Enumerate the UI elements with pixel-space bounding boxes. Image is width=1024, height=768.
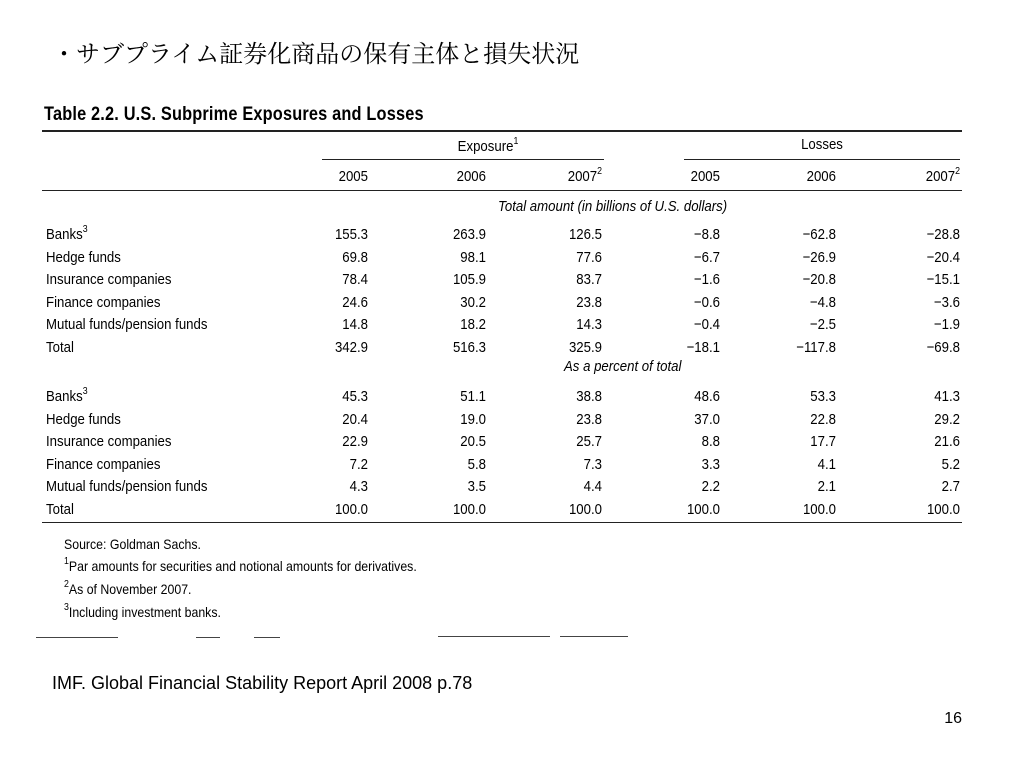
table-cell: 14.8 [342,316,368,334]
table-cell: 20.5 [460,433,486,451]
table-cell: 53.3 [810,388,836,405]
slide-title: ・サブプライム証券化商品の保有主体と損失状況 [52,40,580,68]
table-cell: 4.1 [817,455,836,473]
table-cell: 3.5 [467,478,486,496]
losses-group-header: Losses [801,136,843,153]
table-cell: 48.6 [694,388,720,405]
table-cell: 5.2 [941,455,960,473]
footnote: Source: Goldman Sachs. [64,536,201,552]
row-label: Finance companies [46,455,161,473]
row-label: Hedge funds [46,410,121,428]
table-cell: 51.1 [460,388,486,405]
table-cell: 7.2 [349,455,368,473]
table-cell: 98.1 [460,248,486,266]
footnote: $^1$Par amounts for securities and notional amounts for derivatives. [64,556,417,574]
row-label: Total [46,339,74,356]
header-rule [42,190,962,191]
row-label: Insurance companies [46,271,172,289]
row-label: Banks$^3$ [46,386,88,405]
table-cell: 126.5 [568,226,602,243]
table-cell: 78.4 [342,271,368,289]
table-cell: 37.0 [694,410,720,428]
table-cell: 25.7 [576,433,602,451]
table-image [36,96,966,641]
losses-underline [684,159,960,160]
table-cell: 22.8 [810,410,836,428]
table-cell: 516.3 [452,339,486,356]
table-cell: 100.0 [926,501,960,518]
table-cell: 100.0 [452,501,486,518]
table-cell: −6.7 [693,248,720,266]
source-citation: IMF. Global Financial Stability Report April 2008 p.78 [52,673,473,693]
footnote: $^3$Including investment banks. [64,602,221,620]
top-rule [42,130,962,132]
bottom-rule [42,522,962,523]
year-header: 2006 [456,168,486,185]
table-cell: 83.7 [576,271,602,289]
table-cell: 23.8 [576,410,602,428]
table-cell: 100.0 [334,501,368,518]
year-header: 2005 [690,168,720,185]
table-cell: −117.8 [796,339,836,356]
table-cell: 4.4 [583,478,602,496]
table-cell: 69.8 [342,248,368,266]
year-header: 2007$^2$ [925,166,960,185]
table-cell: −3.6 [933,293,960,311]
exposure-group-header: Exposure$^1$ [457,136,519,155]
table-cell: 24.6 [342,293,368,311]
table-cell: −20.4 [926,248,960,266]
row-label: Insurance companies [46,433,172,451]
scan-artifact-line [254,637,280,638]
table-cell: −28.8 [926,226,960,243]
table-cell: 17.7 [810,433,836,451]
table-cell: −26.9 [802,248,836,266]
table-cell: 22.9 [342,433,368,451]
year-header: 2005 [338,168,368,185]
table-cell: 38.8 [576,388,602,405]
table-cell: −2.5 [809,316,836,334]
table-cell: 23.8 [576,293,602,311]
table-cell: −20.8 [802,271,836,289]
row-label: Finance companies [46,293,161,311]
table-cell: 18.2 [460,316,486,334]
exposure-underline [322,159,604,160]
row-label: Total [46,501,74,518]
table-cell: −69.8 [926,339,960,356]
table-cell: 263.9 [452,226,486,243]
table-cell: 2.1 [817,478,836,496]
table-cell: 77.6 [576,248,602,266]
table-cell: −15.1 [926,271,960,289]
footnote: $^2$As of November 2007. [64,579,192,597]
year-header: 2007$^2$ [567,166,602,185]
table-cell: 30.2 [460,293,486,311]
table-cell: 21.6 [934,433,960,451]
table-cell: 2.2 [701,478,720,496]
table-cell: 100.0 [568,501,602,518]
table-cell: 3.3 [701,455,720,473]
row-label: Hedge funds [46,248,121,266]
row-label: Mutual funds/pension funds [46,478,208,496]
table-cell: 41.3 [934,388,960,405]
table-cell: 4.3 [349,478,368,496]
table-cell: 45.3 [342,388,368,405]
unit-label-percent: As a percent of total [564,358,682,375]
table-cell: 5.8 [467,455,486,473]
table-cell: −0.4 [693,316,720,334]
row-label: Mutual funds/pension funds [46,316,208,334]
table-cell: 100.0 [802,501,836,518]
table-cell: 325.9 [568,339,602,356]
table-cell: −1.9 [933,316,960,334]
table-cell: 7.3 [583,455,602,473]
year-header: 2006 [806,168,836,185]
table-cell: 20.4 [342,410,368,428]
table-cell: 19.0 [460,410,486,428]
table-cell: 29.2 [934,410,960,428]
table-cell: 100.0 [686,501,720,518]
table-cell: −0.6 [693,293,720,311]
table-cell: 105.9 [452,271,486,289]
scan-artifact-line [36,637,118,638]
scan-artifact-line [438,636,550,637]
table-cell: −1.6 [693,271,720,289]
table-title: Table 2.2. U.S. Subprime Exposures and Losses [44,104,424,125]
table-cell: −18.1 [686,339,720,356]
table-cell: −62.8 [802,226,836,243]
table-cell: 8.8 [701,433,720,451]
page-number: 16 [944,710,962,727]
table-cell: 155.3 [334,226,368,243]
scan-artifact-line [588,636,628,637]
row-label: Banks$^3$ [46,224,88,243]
table-cell: 14.3 [576,316,602,334]
unit-label-amount: Total amount (in billions of U.S. dollars) [498,198,728,215]
scan-artifact-line [196,637,220,638]
table-cell: 2.7 [941,478,960,496]
table-cell: −8.8 [693,226,720,243]
table-cell: −4.8 [809,293,836,311]
table-cell: 342.9 [334,339,368,356]
